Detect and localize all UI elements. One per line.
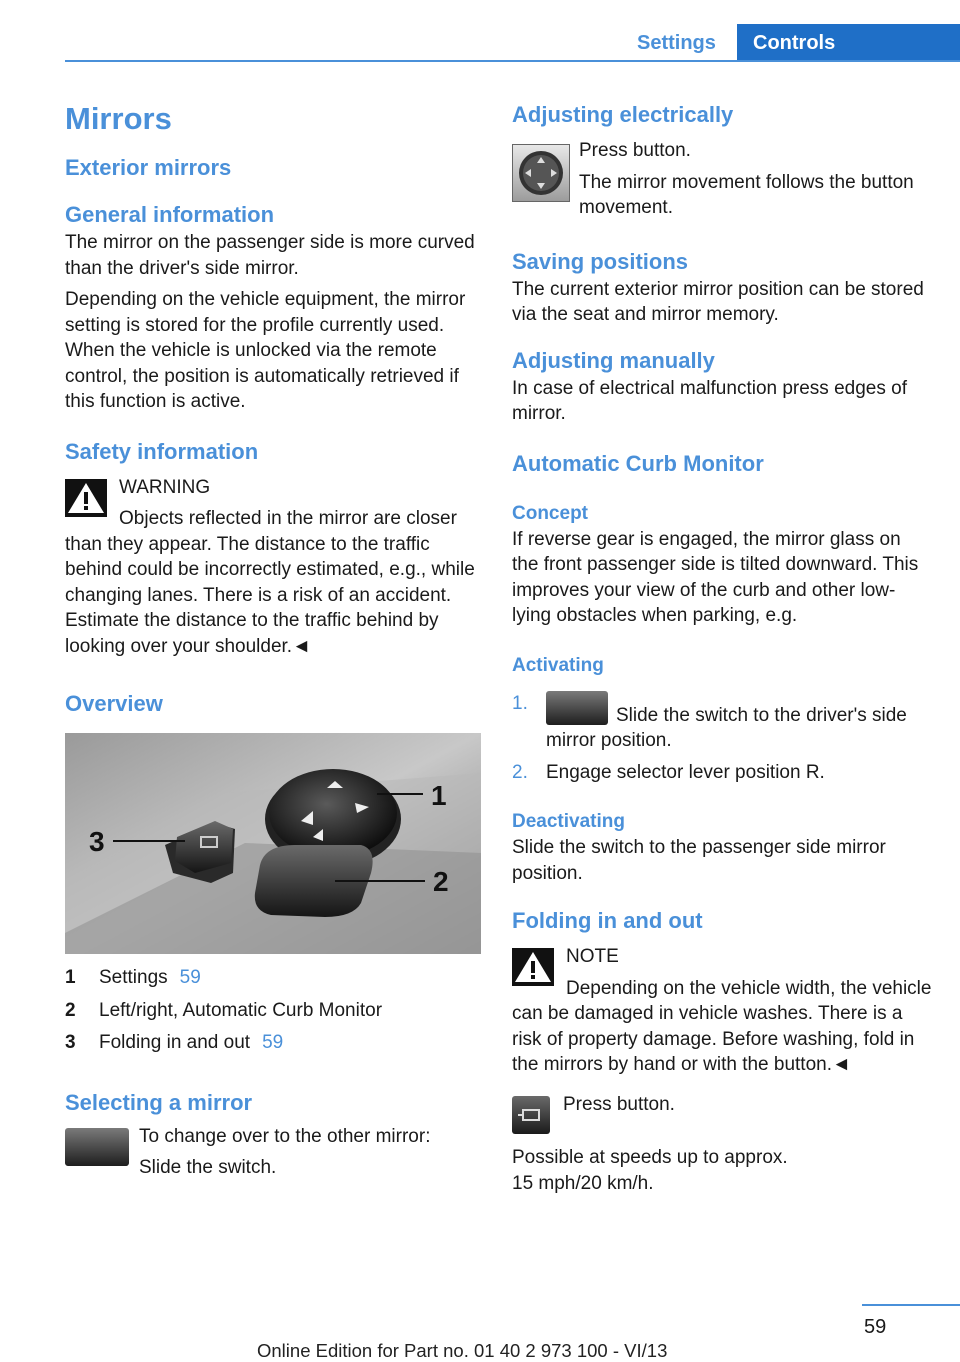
switch-icon (546, 691, 608, 725)
photo-label-2: 2 (433, 866, 449, 897)
warning-icon (65, 479, 107, 517)
concept-paragraph: If reverse gear is engaged, the mirror glass on the front passenger side is tilted downward. This improves your view of the curb and other low-lying obstacles when parking, e.g. (512, 528, 919, 626)
step-number: 1. (512, 692, 528, 714)
deactivating-heading: Deactivating (512, 811, 625, 832)
note-warning-icon (512, 948, 554, 986)
general-info-heading: General information (65, 202, 275, 227)
concept-heading: Concept (512, 502, 588, 524)
legend-item (65, 962, 481, 995)
legend-number: 2 (65, 999, 76, 1021)
adjusting-manually-heading: Adjusting manually (512, 347, 715, 373)
folding-heading: Folding in and out (512, 908, 703, 933)
footer-rule (862, 1304, 960, 1306)
page-number: 59 (864, 1316, 887, 1338)
adjusting-electrically-heading: Adjusting electrically (512, 102, 734, 127)
step-item (512, 760, 932, 786)
overview-heading: Overview (65, 691, 163, 716)
page-ref-link[interactable]: 59 (179, 967, 201, 988)
curb-monitor-heading: Automatic Curb Monitor (512, 450, 764, 476)
legend-item (65, 1027, 481, 1060)
photo-label-3: 3 (89, 826, 105, 857)
step-number: 2. (512, 761, 528, 783)
overview-legend (65, 962, 481, 1060)
selecting-mirror-heading: Selecting a mirror (65, 1089, 253, 1115)
step-item (512, 691, 932, 754)
adjust-paragraph-2: The mirror movement follows the button movement. (579, 171, 914, 218)
header-section: Settings (637, 32, 716, 54)
legend-text: Left/right, Automatic Curb Monitor (99, 999, 383, 1021)
speed-paragraph-1: Possible at speeds up to approx. (512, 1147, 788, 1168)
fold-press-text: Press button. (563, 1093, 675, 1115)
fold-button-icon (512, 1096, 550, 1134)
right-column (512, 100, 932, 1196)
page-ref-link[interactable]: 59 (262, 1032, 284, 1053)
step-text: Slide the switch to the driver's side mirror position. (546, 704, 907, 751)
photo-label-1: 1 (431, 780, 447, 811)
deactivating-paragraph: Slide the switch to the passenger side mirror position. (512, 837, 886, 884)
mirror-adjust-button-icon (512, 144, 570, 202)
note-text: Depending on the vehicle width, the vehicle can be damaged in vehicle washes. There is a risk of property damage. Before washing, fold in the mirrors by hand or with the button.◄ (512, 977, 932, 1075)
note-block (512, 944, 932, 1078)
fold-press-block (512, 1092, 932, 1118)
saving-positions-heading: Saving positions (512, 248, 689, 274)
activating-heading: Activating (512, 654, 604, 676)
saving-paragraph: The current exterior mirror position can be stored via the seat and mirror memory. (512, 278, 924, 325)
mirror-controls-photo (65, 733, 481, 954)
selecting-paragraph-2: Slide the switch. (139, 1157, 277, 1178)
edition-footer: Online Edition for Part no. 01 40 2 973 100 - VI/13 (257, 1340, 668, 1361)
adjust-block (512, 138, 932, 221)
legend-text: Settings (99, 967, 168, 988)
legend-text: Folding in and out (99, 1032, 251, 1053)
legend-item (65, 995, 481, 1028)
note-label: NOTE (566, 946, 619, 967)
step-text: Engage selector lever position R. (546, 761, 825, 783)
activating-steps (512, 691, 932, 786)
safety-info-heading: Safety information (65, 438, 259, 464)
general-paragraph-1: The mirror on the passenger side is more curved than the driver's side mirror. (65, 232, 475, 279)
header-chapter-label: Controls (753, 32, 836, 54)
switch-icon (65, 1128, 129, 1166)
header-chapter-tab (737, 24, 960, 62)
selecting-block (65, 1124, 481, 1181)
legend-number: 1 (65, 967, 76, 988)
left-column (65, 100, 481, 1181)
speed-paragraph-2: 15 mph/20 km/h. (512, 1172, 654, 1194)
warning-block (65, 475, 481, 660)
adjust-paragraph-1: Press button. (579, 140, 691, 161)
selecting-paragraph-1: To change over to the other mirror: (139, 1125, 431, 1147)
general-paragraph-2: Depending on the vehicle equipment, the mirror setting is stored for the profile currently used. When the vehicle is unlocked via the remote control, the position is automatically retrieved if this function is active. (65, 289, 466, 412)
header-rule (65, 60, 960, 62)
warning-label: WARNING (119, 476, 211, 498)
legend-number: 3 (65, 1032, 76, 1053)
page-title: Mirrors (65, 101, 172, 136)
warning-text: Objects reflected in the mirror are closer than they appear. The distance to the traffic behind could be incorrectly estimated, e.g., while changing lanes. There is a risk of an accident. Estimate the distance to the traffic behind by looking over your shoulder.◄ (65, 508, 475, 657)
exterior-mirrors-heading: Exterior mirrors (65, 155, 232, 180)
manual-paragraph: In case of electrical malfunction press edges of mirror. (512, 377, 907, 424)
